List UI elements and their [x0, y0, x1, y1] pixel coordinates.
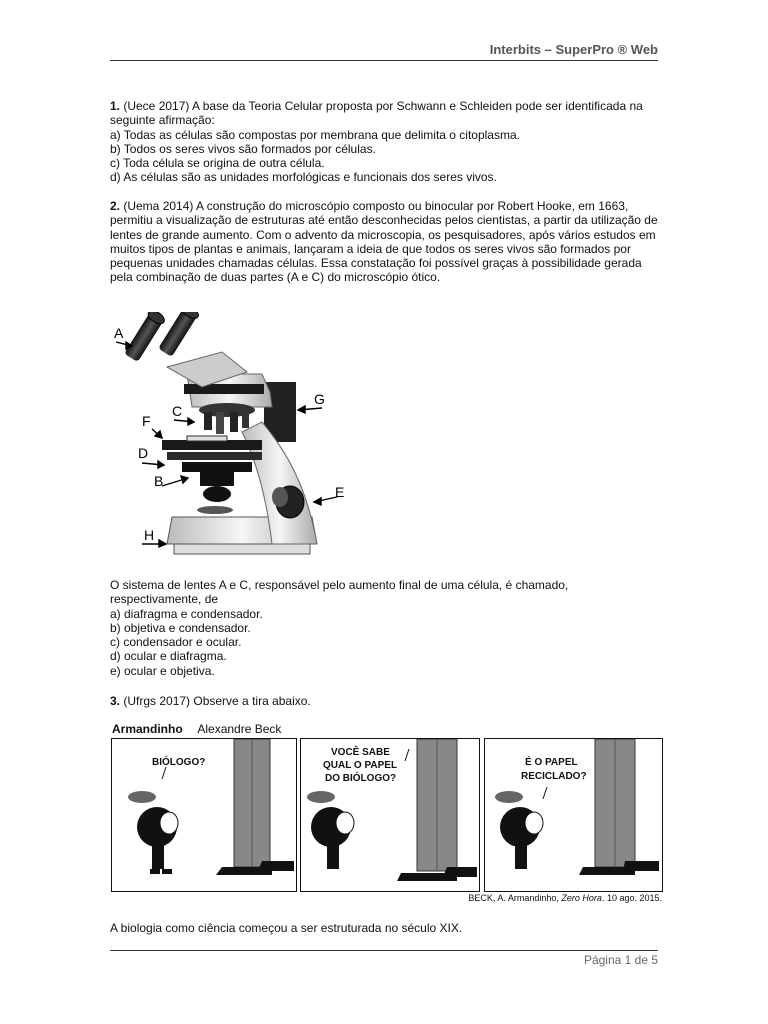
comic-panel-2 — [300, 738, 480, 892]
label-d: D — [138, 445, 149, 461]
question-2-intro — [110, 199, 660, 285]
question-1 — [110, 99, 660, 185]
label-f: F — [142, 413, 151, 429]
question-1-text: (Uece 2017) A base da Teoria Celular proposta por Schwann e Schleiden pode ser identificada na seguinte afirmação: — [110, 99, 643, 128]
question-1-number: 1. — [110, 99, 121, 113]
question-1-intro — [110, 99, 660, 128]
page-number: Página 1 de 5 — [583, 953, 658, 967]
question-1-option-d: d) As células são as unidades morfológicas e funcionais dos seres vivos. — [110, 170, 497, 185]
panel-2-speech-line-1: VOCÊ SABE — [331, 747, 390, 758]
question-3-statement: A biologia como ciência começou a ser estruturada no século XIX. — [110, 921, 463, 935]
comic-panel-3 — [484, 738, 663, 892]
label-c: C — [172, 403, 183, 419]
question-1-option-c: c) Toda célula se origina de outra célula. — [110, 156, 325, 171]
panel-1-speech: BIÓLOGO? — [152, 757, 206, 768]
label-g: G — [314, 391, 325, 407]
label-a: A — [114, 325, 124, 341]
question-2-option-a: a) diafragma e condensador. — [110, 606, 263, 621]
question-1-option-b: b) Todos os seres vivos são formados por células. — [110, 141, 376, 156]
question-3 — [110, 694, 660, 708]
comic-author: Alexandre Beck — [197, 722, 282, 736]
question-3-intro — [110, 694, 660, 708]
question-2-number: 2. — [110, 199, 121, 213]
comic-header — [112, 722, 281, 736]
comic-source — [110, 893, 662, 903]
comic-source-post: . 10 ago. 2015. — [601, 893, 662, 903]
panel-2-speech-line-2: QUAL O PAPEL — [323, 760, 398, 771]
panel-3-speech-line-2: RECICLADO? — [521, 771, 587, 782]
label-e: E — [335, 484, 345, 500]
panel-3-speech-line-1: É O PAPEL — [525, 757, 578, 768]
question-2-option-e: e) ocular e objetiva. — [110, 663, 215, 678]
question-3-number: 3. — [110, 694, 121, 708]
comic-source-journal: Zero Hora — [561, 893, 602, 903]
label-h: H — [144, 527, 155, 543]
question-2 — [110, 199, 660, 285]
question-1-option-a: a) Todas as células são compostas por membrana que delimita o citoplasma. — [110, 127, 520, 142]
panel-2-speech-line-3: DO BIÓLOGO? — [325, 773, 397, 784]
header-rule — [110, 60, 658, 61]
question-2-stem — [110, 578, 660, 678]
header-title: Interbits – SuperPro ® Web — [489, 42, 658, 57]
question-2-option-b: b) objetiva e condensador. — [110, 620, 251, 635]
question-2-option-d: d) ocular e diafragma. — [110, 649, 227, 664]
question-2-text: (Uema 2014) A construção do microscópio composto ou binocular por Robert Hooke, em 1663, permitiu a visualização de estruturas até então desconhecidas pelos cientistas, a partir da utilização de lentes de grande aumento. Com o advento da microscopia, os pesquisadores, após vários estudos em muitos tipos de plantas e animais, lançaram a ideia de que todos os seres vivos são formados por pequenas unidades chamadas células. Essa constatação foi possível graças à possibilidade gerada pela combinação de duas partes (A e C) do microscópio ótico. — [110, 199, 658, 285]
question-2-stem-text: O sistema de lentes A e C, responsável pelo aumento final de uma célula, é chamado, respectivamente, de — [110, 578, 569, 607]
comic-source-pre: BECK, A. Armandinho, — [468, 893, 562, 903]
footer-rule — [110, 950, 658, 951]
question-2-option-c: c) condensador e ocular. — [110, 635, 242, 650]
question-3-text: (Ufrgs 2017) Observe a tira abaixo. — [120, 694, 311, 708]
microscope-figure — [112, 312, 362, 564]
comic-panel-1 — [111, 738, 297, 892]
comic-title: Armandinho — [112, 722, 183, 736]
label-b: B — [154, 473, 164, 489]
